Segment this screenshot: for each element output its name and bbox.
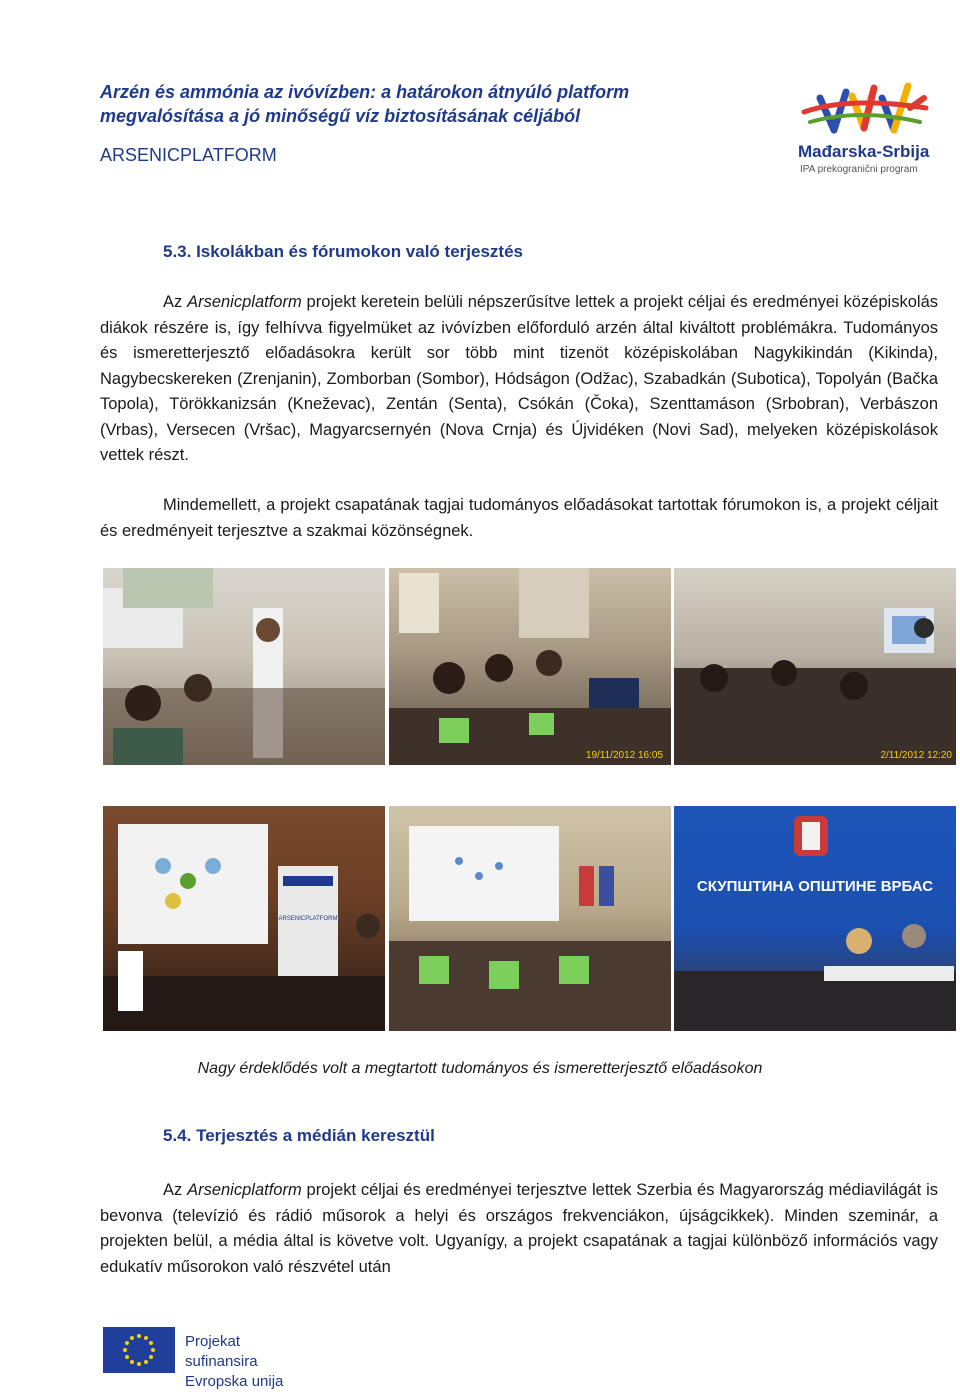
photo-banner-text: СКУПШТИНА ОПШТИНЕ ВРБАС <box>696 878 934 895</box>
footer-line1: Projekat sufinansira <box>185 1333 258 1370</box>
section-5-3-paragraph-2 <box>100 493 938 544</box>
s54-project-name-italic: Arsenicplatform <box>187 1181 302 1199</box>
s54-p1-body: projekt céljai és eredményei terjesztve lettek Szerbia és Magyarország médiavilágát is bevonva (televízió és rádió műsorok a helyi és országos frekvenciákon, újságcikkek). Minden szeminár, a projekten belül, a média által is követve volt. Ugyanígy, a projekt csapatának a tagjai különböző információs vagy edukatív műsorokon való részvétel után <box>100 1181 938 1276</box>
photo-classroom-projector <box>674 568 956 765</box>
photo-classroom-presenter <box>103 568 385 765</box>
p1-body: projekt keretein belüli népszerűsítve lettek a projekt céljai és eredményei középiskolás diákok részére is, így felhívva figyelmüket az ivóvízben előforduló arzén által kiváltott problémákra. Tudományos és ismeretterjesztő előadásokra került sor több mint tizenöt középiskolában Nagykikindán (Kikinda), Nagybecskereken (Zrenjanin), Zomborban (Sombor), Hódságon (Odžac), Szabadkán (Subotica), Topolyán (Bačka Topola), Törökkanizsán (Kneževac), Zentán (Senta), Csókán (Čoka), Szenttamáson (Srbobran), Verbászon (Vrbas), Versecen (Vršac), Magyarcsernyén (Nova Crnja) és Újvidéken (Novi Sad), melyeken középiskolások vettek részt. <box>100 293 938 464</box>
footer-line2: Evropska unija <box>185 1373 284 1390</box>
header-acronym: ARSENICPLATFORM <box>100 145 277 165</box>
project-name-italic: Arsenicplatform <box>187 293 302 311</box>
photo-forum-presentation <box>103 806 385 1031</box>
section-5-4-heading: 5.4. Terjesztés a médián keresztül <box>163 1126 435 1145</box>
photo-classroom-projector-graphic <box>674 568 956 765</box>
photo-poster-text: ARSENICPLATFORM <box>278 916 338 922</box>
eu-cofunding-text <box>185 1332 303 1392</box>
section-5-3-heading: 5.3. Iskolákban és fórumokon való terjesztés <box>163 242 523 261</box>
photo-forum-hall-graphic <box>389 806 671 1031</box>
photo-classroom-presenter-graphic <box>103 568 385 765</box>
program-logo <box>790 78 950 183</box>
program-logo-graphic <box>790 78 940 140</box>
photo-municipal-assembly <box>674 806 956 1031</box>
document-header-title <box>100 80 700 128</box>
photo-classroom-audience <box>389 568 671 765</box>
header-title-line1: Arzén és ammónia az ivóvízben: a határokon átnyúló platform <box>100 82 630 102</box>
photo-forum-hall <box>389 806 671 1031</box>
p2-body: Mindemellett, a projekt csapatának tagjai tudományos előadásokat tartottak fórumokon is, a projekt céljait és eredményeit terjesztve a szakmai közönségnek. <box>100 496 938 540</box>
photo-date-stamp-1: 19/11/2012 16:05 <box>585 750 663 761</box>
s54-p1-prefix: Az <box>163 1181 188 1199</box>
logo-title: Mađarska-Srbija <box>798 142 930 161</box>
logo-subtitle: IPA prekogranični program <box>800 164 918 175</box>
photo-classroom-audience-graphic <box>389 568 671 765</box>
photo-caption: Nagy érdeklődés volt a megtartott tudományos és ismeretterjesztő előadásokon <box>197 1060 763 1077</box>
p1-prefix: Az <box>163 293 188 311</box>
section-5-3-paragraph-1 <box>100 290 938 469</box>
header-title-line2: megvalósítása a jó minőségű víz biztosításának céljából <box>100 106 581 126</box>
photo-forum-presentation-graphic <box>103 806 385 1031</box>
eu-flag-icon <box>103 1327 175 1373</box>
eu-cofunding-footer <box>103 1327 303 1390</box>
section-5-4-paragraph-1 <box>100 1178 938 1280</box>
photo-municipal-assembly-graphic <box>674 806 956 1031</box>
photo-date-stamp-2: 2/11/2012 12:20 <box>880 750 952 761</box>
